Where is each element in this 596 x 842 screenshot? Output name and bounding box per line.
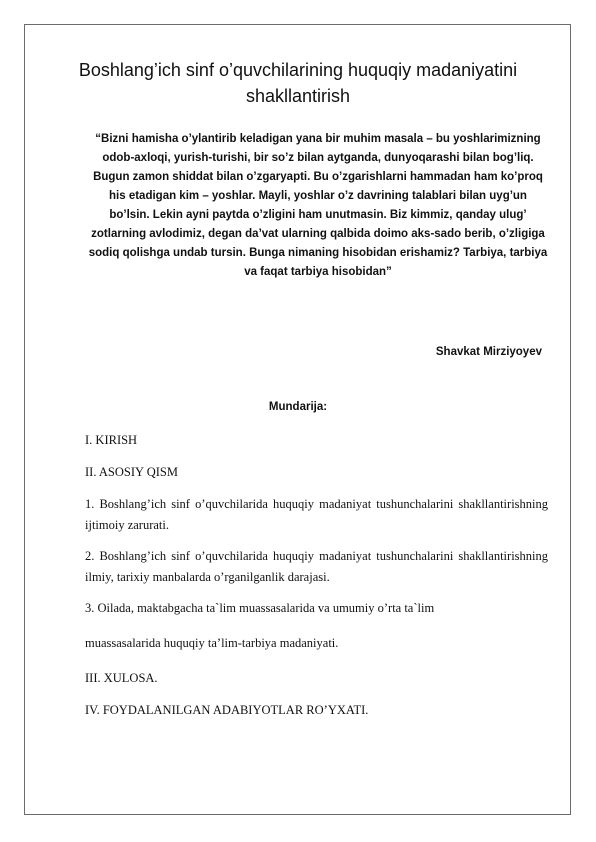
- toc-item-section-3-line-1: 3. Oilada, maktabgacha ta`lim muassasalarida va umumiy o’rta ta`lim: [85, 601, 435, 615]
- toc-item-section-3-line-2: muassasalarida huquqiy ta’lim-tarbiya madaniyati.: [85, 636, 339, 650]
- epigraph-quote: “Bizni hamisha o’ylantirib keladigan yana bir muhim masala – bu yoshlarimizning odob-axloqi, yurish-turishi, bir so’z bilan aytganda, dunyoqarashi bilan bog’liq. Bugun zamon shiddat bilan o’zgaryapti. Bu o’zgarishlarni hammadan ham ko’proq his etadigan kim – yoshlar. Mayli, yoshlar o’z davrining talablari bilan uyg’un bo’lsin. Lekin ayni paytda o’zligini ham unutmasin. Biz kimmiz, qanday ulug’ zotlarning avlodimiz, degan da’vat ularning qalbida doimo aks-sado berib, o’zligiga sodiq qolishga undab tursin. Bunga nimaning hisobidan erishamiz? Tarbiya, tarbiya va faqat tarbiya hisobidan”: [88, 133, 548, 278]
- document-title: Boshlang’ich sinf o’quvchilarining huquqiy madaniyatini shakllantirish: [78, 60, 518, 106]
- toc-heading: Mundarija:: [268, 401, 328, 413]
- epigraph-author: Shavkat Mirziyoyev: [435, 346, 542, 358]
- toc-item-introduction: I. KIRISH: [85, 433, 138, 447]
- toc-item-conclusion: III. XULOSA.: [85, 671, 158, 685]
- toc-item-references: IV. FOYDALANILGAN ADABIYOTLAR RO’YXATI.: [85, 703, 369, 717]
- toc-item-main-part: II. ASOSIY QISM: [85, 465, 178, 479]
- table-of-contents: [85, 430, 548, 732]
- toc-item-section-2: 2. Boshlang’ich sinf o’quvchilarida huquqiy madaniyat tushunchalarini shakllantirishning ilmiy, tarixiy manbalarda o’rganilganlik darajasi.: [85, 549, 548, 584]
- toc-item-section-1: 1. Boshlang’ich sinf o’quvchilarida huquqiy madaniyat tushunchalarini shakllantirishning ijtimoiy zarurati.: [85, 497, 548, 532]
